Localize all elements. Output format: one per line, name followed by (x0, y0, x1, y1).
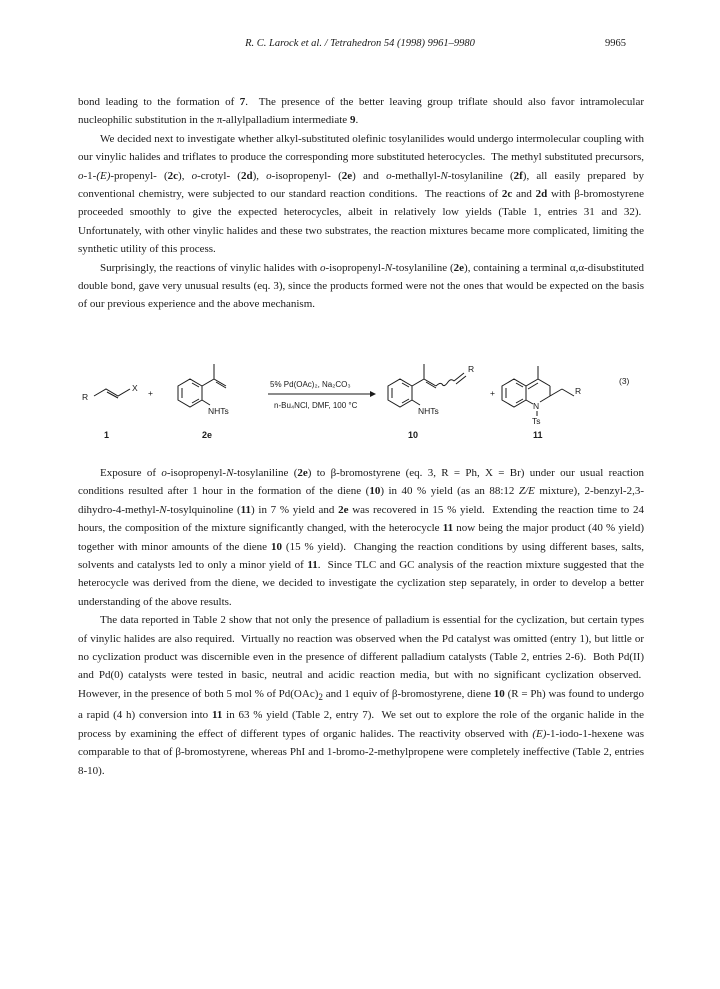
compound-1-structure (82, 383, 138, 440)
running-head: R. C. Larock et al. / Tetrahedron 54 (1998) 9961–9980 (245, 38, 475, 49)
compound-number-1: 1 (104, 430, 110, 440)
paragraph: We decided next to investigate whether alkyl-substituted olefinic tosylanilides would undergo intermolecular coupling with our vinylic halides and triflates to produce the corresponding more substituted heterocycles. The methyl substituted precursors, o-1-(E)-propenyl- (2c), o-crotyl- (2d), o-isopropenyl- (2e) and o-methallyl-N-tosylaniline (2f), all easily prepared by conventional chemistry, were subjected to our standard reaction conditions. The reactions of 2c and 2d with β-bromostyrene proceeded smoothly to give the expected heterocycles, albeit in relatively low yields (Table 1, entries 31 and 32). Unfortunately, with other vinylic halides and these two substrates, the reaction mixtures became more complicated, limiting the synthetic utility of this process. (78, 132, 645, 256)
page-number: 9965 (605, 38, 626, 49)
label-X: X (132, 383, 138, 393)
plus-sign: + (148, 388, 153, 398)
body-text-top (78, 93, 644, 314)
label-Ts: Ts (532, 416, 541, 426)
compound-10-structure (388, 364, 474, 440)
compound-number-11: 11 (533, 430, 543, 440)
label-NHTs: NHTs (418, 406, 439, 416)
label-R: R (468, 364, 475, 374)
reaction-arrow (268, 380, 376, 410)
compound-11-structure (502, 366, 581, 440)
page-header (0, 38, 720, 54)
paragraph: Exposure of o-isopropenyl-N-tosylaniline (2e) to β-bromostyrene (eq. 3, R = Ph, X = Br) under our usual reaction conditions resulted after 1 hour in the formation of the diene (10) in 40 % yield (as an 88:12 Z/E mixture), 2-benzyl-2,3-dihydro-4-methyl-N-tosylquinoline (11) in 7 % yield and 2e was recovered in 15 % yield. Extending the reaction time to 24 hours, the composition of the mixture significantly changed, with the heterocycle 11 now being the major product (40 % yield) together with minor amounts of the diene 10 (15 % yield). Changing the reaction conditions by using different bases, salts, solvents and catalysts led to only a minor yield of 11. Since TLC and GC analysis of the reaction mixture suggested that the heterocycle was derived from the diene, we decided to investigate the cyclization step separately, in order to develop a better understanding of the above results. (78, 467, 644, 608)
label-R: R (82, 392, 89, 402)
compound-number-2e: 2e (202, 430, 213, 440)
equation-label: (3) (619, 376, 630, 386)
label-N: N (533, 401, 540, 411)
plus-sign: + (490, 388, 495, 398)
compound-number-10: 10 (408, 430, 419, 440)
conditions-top: 5% Pd(OAc)₂, Na₂CO₃ (270, 380, 351, 389)
label-NHTs: NHTs (208, 406, 229, 416)
body-text-bottom (78, 464, 644, 780)
reaction-scheme-eq3 (78, 358, 644, 448)
reaction-scheme-svg (78, 358, 644, 448)
label-R: R (575, 386, 582, 396)
paragraph: Surprisingly, the reactions of vinylic halides with o-isopropenyl-N-tosylaniline (2e), containing a terminal α,α-disubstituted double bond, gave very unusual results (eq. 3), since the products formed were not the ones that would be expected on the basis of our previous experience and the above mechanism. (78, 261, 645, 311)
compound-2e-structure (178, 364, 229, 440)
conditions-bottom: n-Bu₄NCl, DMF, 100 °C (274, 401, 358, 410)
paragraph: bond leading to the formation of 7. The presence of the better leaving group triflate should also favor intramolecular nucleophilic substitution in the π-allylpalladium intermediate 9. (78, 96, 644, 127)
paragraph: The data reported in Table 2 show that not only the presence of palladium is essential for the cyclization, but certain types of vinylic halides are also required. Virtually no reaction was observed when the Pd catalyst was omitted (entry 1), but little or no cyclization product was discernible even in the presence of different palladium catalysts (Table 2, entries 2-6). Both Pd(II) and Pd(0) catalysts were tested in basic, neutral and acidic reaction media, but with no significant cyclization observed. However, in the presence of both 5 mol % of $Pd(OAc)_2$ and 1 equiv of β-bromostyrene, diene 10 (R = Ph) was found to undergo a rapid (4 h) conversion into 11 in 63 % yield (Table 2, entry 7). We set out to explore the role of the organic halide in the process by examining the effect of different types of organic halides. The reactivity observed with (E)-1-iodo-1-hexene was comparable to that of β-bromostyrene, whereas PhI and 1-bromo-2-methylpropene were completely ineffective (Table 2, entries 8-10). (78, 614, 645, 777)
